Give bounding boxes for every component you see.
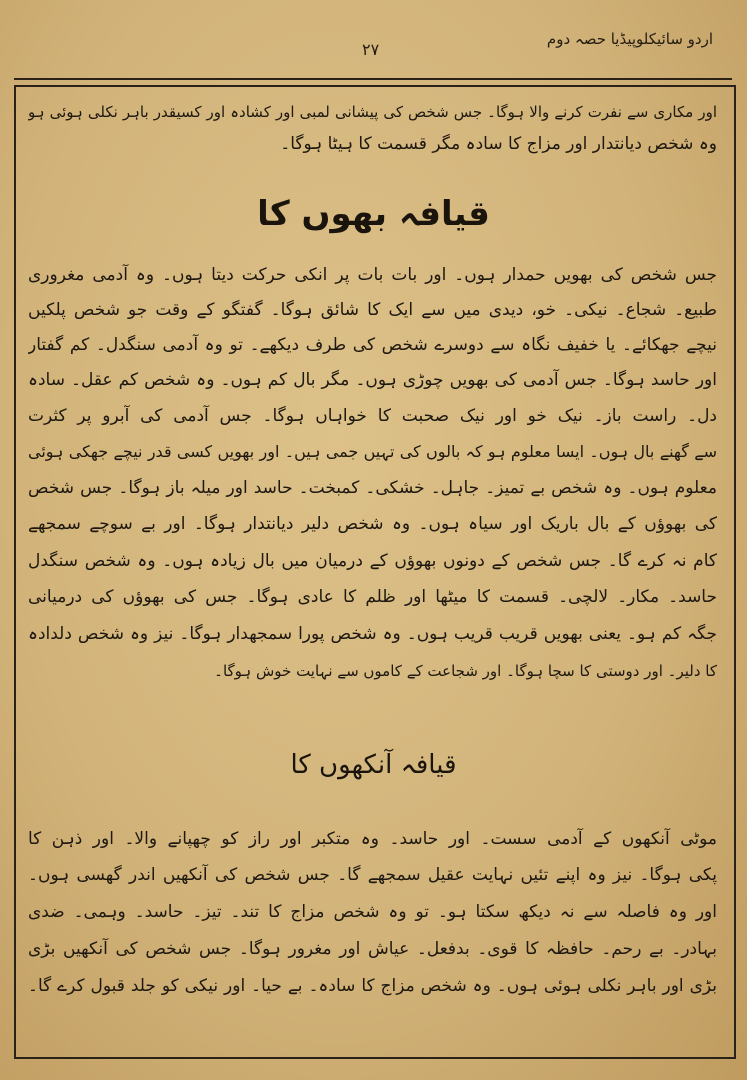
paragraph-line: کی بھوؤں کے بال باریک اور سیاہ ہوں۔ وہ شخص دلیر دیانتدار ہوگا۔ اور بے سوچے سمجھے (28, 514, 717, 534)
paragraph-line: اور وہ فاصلہ سے نہ دیکھ سکتا ہو۔ تو وہ شخص مزاج کا تند۔ تیز۔ حاسد۔ وہمی۔ ضدی (28, 902, 717, 922)
section-heading-eyebrows: قیافہ بھوں کا (257, 194, 490, 234)
running-header-title: اردو سائیکلوپیڈیا حصہ دوم (546, 30, 713, 48)
paragraph-line: دل۔ راست باز۔ نیک خو اور نیک صحبت کا خواہاں ہوگا۔ جس آدمی کی آبرو پر کثرت (28, 406, 717, 426)
paragraph-line: کا دلیر۔ اور دوستی کا سچا ہوگا۔ اور شجاعت کے کاموں سے نہایت خوش ہوگا۔ (214, 662, 717, 680)
paragraph-line: اور حاسد ہوگا۔ جس آدمی کی بھویں چوڑی ہوں۔ مگر بال کم ہوں۔ وہ شخص کم عقل۔ سادہ (28, 370, 717, 390)
paragraph-line: کام نہ کرے گا۔ جس شخص کے دونوں بھوؤں کے درمیان میں بال زیادہ ہوں۔ وہ شخص سنگدل (28, 551, 717, 571)
paragraph-line: سے گھنے بال ہوں۔ ایسا معلوم ہو کہ بالوں کی تہیں جمی ہیں۔ اور بھویں کسی قدر نیچے جھکی ہوئی (28, 442, 717, 461)
paragraph-line: پکی ہوگا۔ نیز وہ اپنے تئیں نہایت عقیل سمجھے گا۔ جس شخص کی آنکھیں اندر گھسی ہوں۔ (28, 865, 717, 885)
paragraph-line: موٹی آنکھوں کے آدمی سست۔ اور حاسد۔ وہ متکبر اور راز کو چھپانے والا۔ اور ذہن کا (28, 829, 717, 849)
paragraph-line: جس شخص کی بھویں حمدار ہوں۔ اور بات بات پر انکی حرکت دیتا ہوں۔ وہ آدمی مغروری (28, 265, 717, 285)
paragraph-line: طبیع۔ شجاع۔ نیکی۔ خو، دیدی میں سے ایک کا شائق ہوگا۔ گفتگو کے وقت جو شخص پلکیں (28, 300, 717, 320)
paragraph-line: معلوم ہوں۔ وہ شخص بے تمیز۔ جاہل۔ خشکی۔ کمبخت۔ حاسد اور میلہ باز ہوگا۔ جس شخص (28, 478, 717, 498)
paragraph-line: نیچے جھکائے۔ یا خفیف نگاہ سے دوسرے شخص کی طرف دیکھے۔ تو وہ آدمی سنگدل۔ کم گفتار (28, 335, 717, 355)
intro-line: وہ شخص دیانتدار اور مزاج کا سادہ مگر قسمت کا ہیٹا ہوگا۔ (280, 134, 717, 154)
page-number: ۲۷ (362, 40, 380, 59)
paragraph-line: بہادر۔ بے رحم۔ حافظہ کا قوی۔ بدفعل۔ عیاش اور مغرور ہوگا۔ جس شخص کی آنکھیں بڑی (28, 939, 717, 959)
paragraph-line: جگہ کم ہو۔ یعنی بھویں قریب قریب ہوں۔ وہ شخص پورا سمجھدار ہوگا۔ نیز وہ شخص دلدادہ (28, 624, 717, 644)
section-heading-eyes: قیافہ آنکھوں کا (290, 750, 457, 780)
paragraph-line: حاسد۔ مکار۔ لالچی۔ قسمت کا میٹھا اور ظلم کا عادی ہوگا۔ جس کی بھوؤں کی درمیانی (28, 587, 717, 607)
header-rule (14, 78, 732, 80)
intro-line: اور مکاری سے نفرت کرنے والا ہوگا۔ جس شخص کی پیشانی لمبی اور کشادہ اور کسیقدر باہر نکلی ہوئی ہو (28, 103, 717, 121)
paragraph-line: بڑی اور باہر نکلی ہوئی ہوں۔ وہ شخص مزاج کا سادہ۔ بے حیا۔ اور نیکی کو جلد قبول کرے گا۔ (28, 976, 717, 996)
